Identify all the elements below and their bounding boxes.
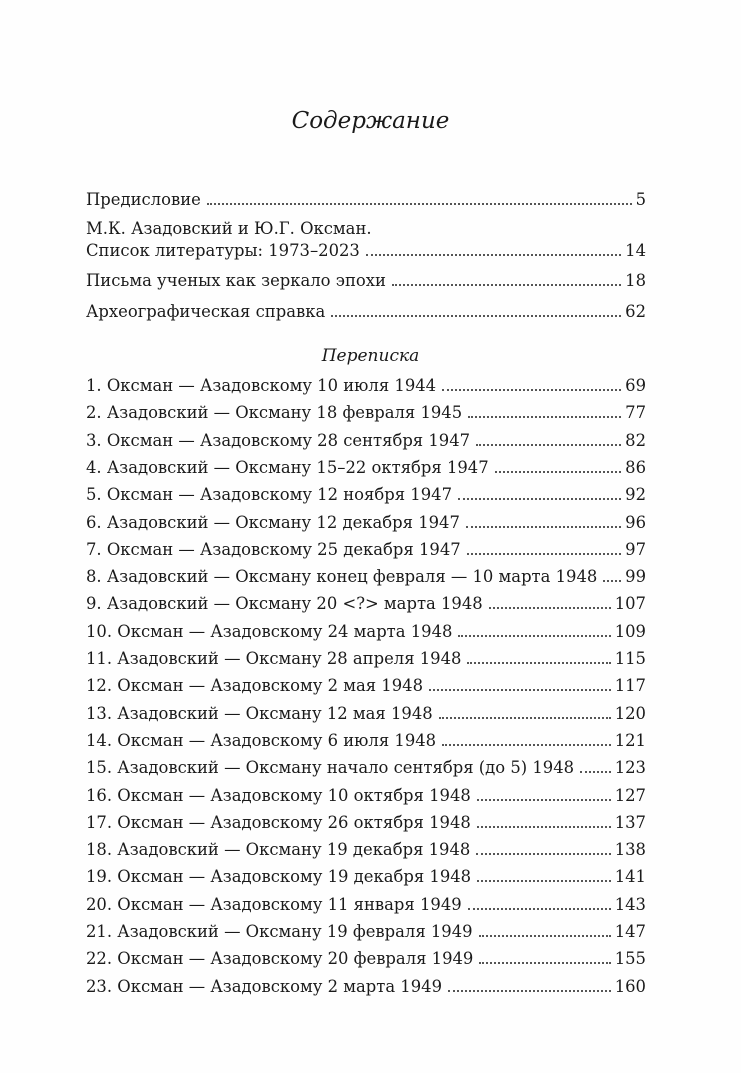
toc-entry-page: 120 (614, 703, 646, 723)
toc-entry[interactable] (86, 673, 646, 699)
toc-entry[interactable] (86, 701, 646, 727)
toc-entry[interactable] (86, 946, 646, 972)
toc-entry[interactable] (86, 564, 646, 590)
dot-leader (458, 635, 610, 637)
toc-entry-archeographic[interactable] (86, 299, 646, 325)
toc-entry-page: 96 (625, 512, 646, 532)
toc-entry-label: 5. Оксман — Азадовскому 12 ноября 1947 (86, 485, 452, 505)
toc-entry-page: 127 (614, 785, 646, 805)
toc-entry-page: 18 (625, 271, 646, 290)
toc-entry-page: 121 (614, 730, 646, 750)
toc-entry-bibliography-line1[interactable]: М.К. Азадовский и Ю.Г. Оксман. (86, 219, 372, 238)
dot-leader (477, 799, 611, 801)
toc-entry-label: 19. Оксман — Азадовскому 19 декабря 1948 (86, 867, 472, 887)
toc-entry-page: 77 (625, 403, 646, 423)
toc-entry[interactable] (86, 919, 646, 945)
toc-entry-page: 123 (614, 758, 646, 778)
dot-leader (448, 990, 611, 992)
dot-leader (466, 526, 621, 528)
dot-leader (489, 607, 611, 609)
dot-leader (458, 498, 621, 500)
toc-entry-page: 82 (625, 430, 646, 450)
toc-entry-label: 20. Оксман — Азадовскому 11 января 1949 (86, 894, 462, 914)
toc-entry-label: 16. Оксман — Азадовскому 10 октября 1948 (86, 785, 471, 805)
toc-entry-label: 22. Оксман — Азадовскому 20 февраля 1949 (86, 949, 474, 969)
toc-entry[interactable] (86, 864, 646, 890)
toc-entry-label: 9. Азадовский — Оксману 20 <?> марта 1948 (86, 594, 483, 614)
toc-entry[interactable] (86, 974, 646, 1000)
toc-entry-page: 147 (614, 922, 646, 941)
toc-entry-label: 7. Оксман — Азадовскому 25 декабря 1947 (86, 539, 461, 559)
toc-entry[interactable] (86, 810, 646, 836)
toc-entry[interactable] (86, 455, 646, 481)
toc-entry-page: 160 (614, 976, 646, 996)
toc-entry[interactable] (86, 428, 646, 454)
toc-entry-page: 137 (614, 812, 646, 832)
toc-entry[interactable] (86, 510, 646, 536)
dot-leader (477, 880, 611, 882)
toc-entry-page: 143 (614, 894, 646, 914)
toc-entry[interactable] (86, 482, 646, 508)
dot-leader (429, 689, 611, 691)
dot-leader (468, 416, 621, 418)
toc-entry-page: 138 (614, 840, 646, 860)
toc-entry-label: Предисловие (86, 190, 201, 209)
toc-entry-label: Письма ученых как зеркало эпохи (86, 271, 386, 290)
dot-leader (467, 553, 621, 555)
toc-entry-label: 2. Азадовский — Оксману 18 февраля 1945 (86, 403, 463, 423)
toc-entry-label: 15. Азадовский — Оксману начало сентября (до 5) 1948 (86, 758, 575, 778)
toc-entry-page: 109 (614, 621, 646, 641)
dot-leader (442, 744, 611, 746)
dot-leader (479, 935, 611, 937)
toc-entry[interactable] (86, 646, 646, 672)
dot-leader (580, 771, 611, 773)
dot-leader (476, 853, 610, 855)
toc-entry-preface[interactable] (86, 187, 646, 213)
toc-entry-page: 14 (625, 241, 646, 260)
toc-entry-label: Археографическая справка (86, 302, 326, 321)
toc-entry-label: 18. Азадовский — Оксману 19 декабря 1948 (86, 840, 471, 860)
toc-entry[interactable] (86, 619, 646, 645)
toc-entry-label: 3. Оксман — Азадовскому 28 сентября 1947 (86, 430, 471, 450)
toc-entry[interactable] (86, 755, 646, 781)
toc-entry-label: Список литературы: 1973–2023 (86, 241, 360, 260)
toc-entry-page: 5 (635, 190, 646, 209)
toc-entry-label: 12. Оксман — Азадовскому 2 мая 1948 (86, 676, 424, 696)
toc-entry-page: 155 (614, 949, 646, 969)
toc-entry-page: 92 (625, 485, 646, 505)
dot-leader (439, 717, 611, 719)
toc-entry-page: 86 (625, 457, 646, 477)
toc-entry-page: 107 (614, 594, 646, 614)
toc-entry-label: 17. Оксман — Азадовскому 26 октября 1948 (86, 812, 471, 832)
page-title: Содержание (291, 108, 450, 134)
section-heading: Переписка (321, 346, 420, 366)
toc-entry[interactable] (86, 837, 646, 863)
toc-entry-label: 8. Азадовский — Оксману конец февраля — 10 марта 1948 (86, 567, 598, 587)
toc-entry[interactable] (86, 591, 646, 617)
dot-leader (479, 962, 610, 964)
toc-entry[interactable] (86, 783, 646, 809)
toc-entry-label: 23. Оксман — Азадовскому 2 марта 1949 (86, 976, 443, 996)
dot-leader (442, 389, 621, 391)
dot-leader (468, 908, 611, 910)
dot-leader (366, 254, 621, 256)
dot-leader (207, 203, 632, 205)
toc-entry[interactable] (86, 537, 646, 563)
dot-leader (331, 315, 621, 317)
toc-entry-label: 1. Оксман — Азадовскому 10 июля 1944 (86, 376, 437, 395)
toc-entry-label: 10. Оксман — Азадовскому 24 марта 1948 (86, 621, 453, 641)
toc-entry-label: 4. Азадовский — Оксману 15–22 октября 1947 (86, 457, 489, 477)
toc-entry-label: 14. Оксман — Азадовскому 6 июля 1948 (86, 730, 437, 750)
toc-entry-page: 115 (614, 649, 646, 668)
toc-entry-page: 99 (625, 567, 646, 587)
dot-leader (476, 444, 621, 446)
dot-leader (477, 826, 611, 828)
dot-leader (392, 284, 621, 286)
toc-entry[interactable] (86, 728, 646, 754)
toc-entry[interactable] (86, 373, 646, 399)
toc-entry-page: 97 (625, 539, 646, 559)
toc-entry-label: 11. Азадовский — Оксману 28 апреля 1948 (86, 649, 462, 668)
toc-entry-page: 117 (614, 676, 646, 696)
toc-entry-label: 13. Азадовский — Оксману 12 мая 1948 (86, 703, 433, 723)
toc-entry-letters-mirror[interactable] (86, 268, 646, 294)
toc-entry[interactable] (86, 400, 646, 426)
dot-leader (495, 471, 621, 473)
toc-entry-page: 69 (625, 376, 646, 395)
dot-leader (467, 662, 610, 664)
toc-entry-label: 21. Азадовский — Оксману 19 февраля 1949 (86, 922, 473, 941)
toc-entry-bibliography[interactable] (86, 238, 646, 264)
dot-leader (603, 580, 621, 582)
toc-entry-label: 6. Азадовский — Оксману 12 декабря 1947 (86, 512, 460, 532)
toc-entry-page: 62 (625, 302, 646, 321)
toc-entry[interactable] (86, 892, 646, 918)
toc-entry-page: 141 (614, 867, 646, 887)
